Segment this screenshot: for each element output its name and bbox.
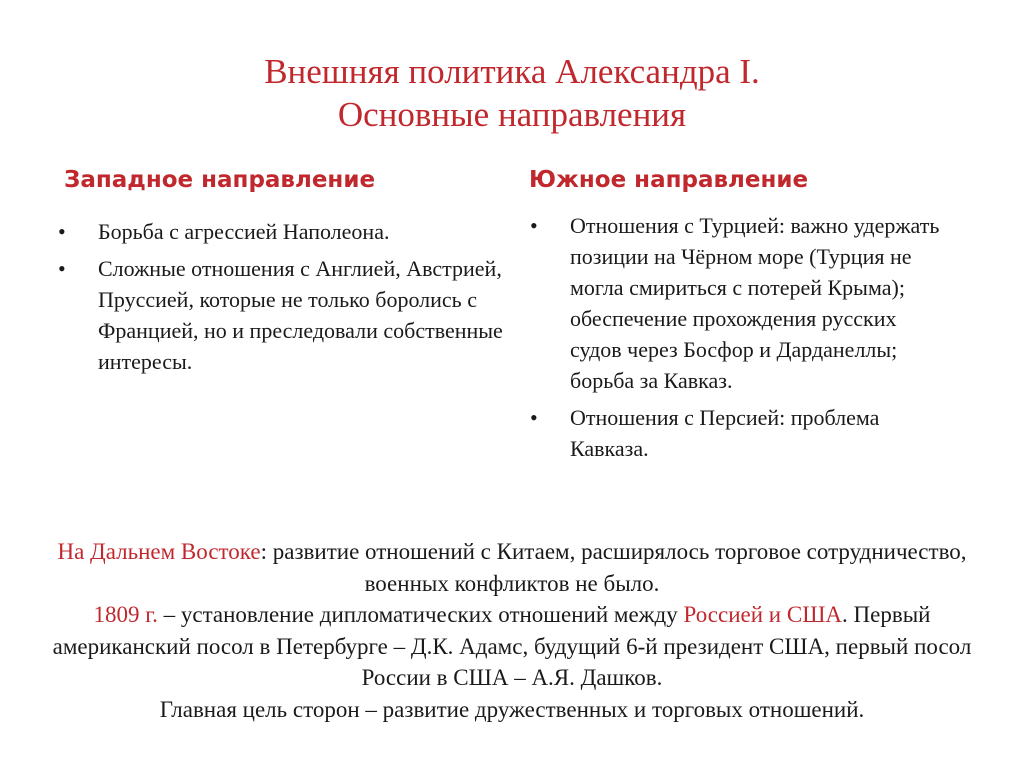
bullet-icon: • [58, 256, 66, 281]
far-east-text: : развитие отношений с Китаем, расширялось торговое сотрудничество, военных конфликтов не было. [260, 539, 967, 596]
list-item [530, 210, 950, 396]
south-direction-list [530, 210, 950, 470]
list-item-text: Отношения с Турцией: важно удержать позиции на Чёрном море (Турция не могла смириться с потерей Крыма); обеспечение прохождения русских судов через Босфор и Дарданеллы; борьба за Кавказ. [570, 213, 940, 393]
list-item [530, 402, 950, 464]
bullet-icon: • [530, 213, 538, 238]
year-label: 1809 г. [93, 602, 158, 627]
bullet-icon: • [58, 219, 66, 244]
west-direction-list [58, 216, 513, 383]
slide-title-line-1: Внешняя политика Александра I. [264, 52, 760, 91]
parties-label: Россией и США [683, 602, 843, 627]
year-text: – установление дипломатических отношений между [157, 602, 684, 627]
ambassador-text: . Первый американский посол в Петербурге – Д.К. Адамс, будущий 6-й президент США, первый посол России в США – А.Я. Дашков. [52, 602, 972, 690]
far-east-label: На Дальнем Востоке [57, 539, 261, 564]
list-item [58, 253, 513, 377]
slide-title [0, 50, 1024, 136]
list-item-text: Сложные отношения с Англией, Австрией, Пруссией, которые не только боролись с Францией, но и преследовали собственные интересы. [98, 256, 503, 374]
west-direction-heading: Западное направление [64, 167, 376, 193]
list-item-text: Борьба с агрессией Наполеона. [98, 219, 390, 244]
bullet-icon: • [530, 405, 538, 430]
list-item-text: Отношения с Персией: проблема Кавказа. [570, 405, 880, 461]
main-goal-text: Главная цель сторон – развитие дружественных и торговых отношений. [159, 696, 865, 722]
list-item [58, 216, 513, 247]
far-east-and-usa-paragraph [30, 536, 994, 725]
slide-title-line-2: Основные направления [337, 95, 687, 134]
south-direction-heading: Южное направление [529, 167, 809, 193]
